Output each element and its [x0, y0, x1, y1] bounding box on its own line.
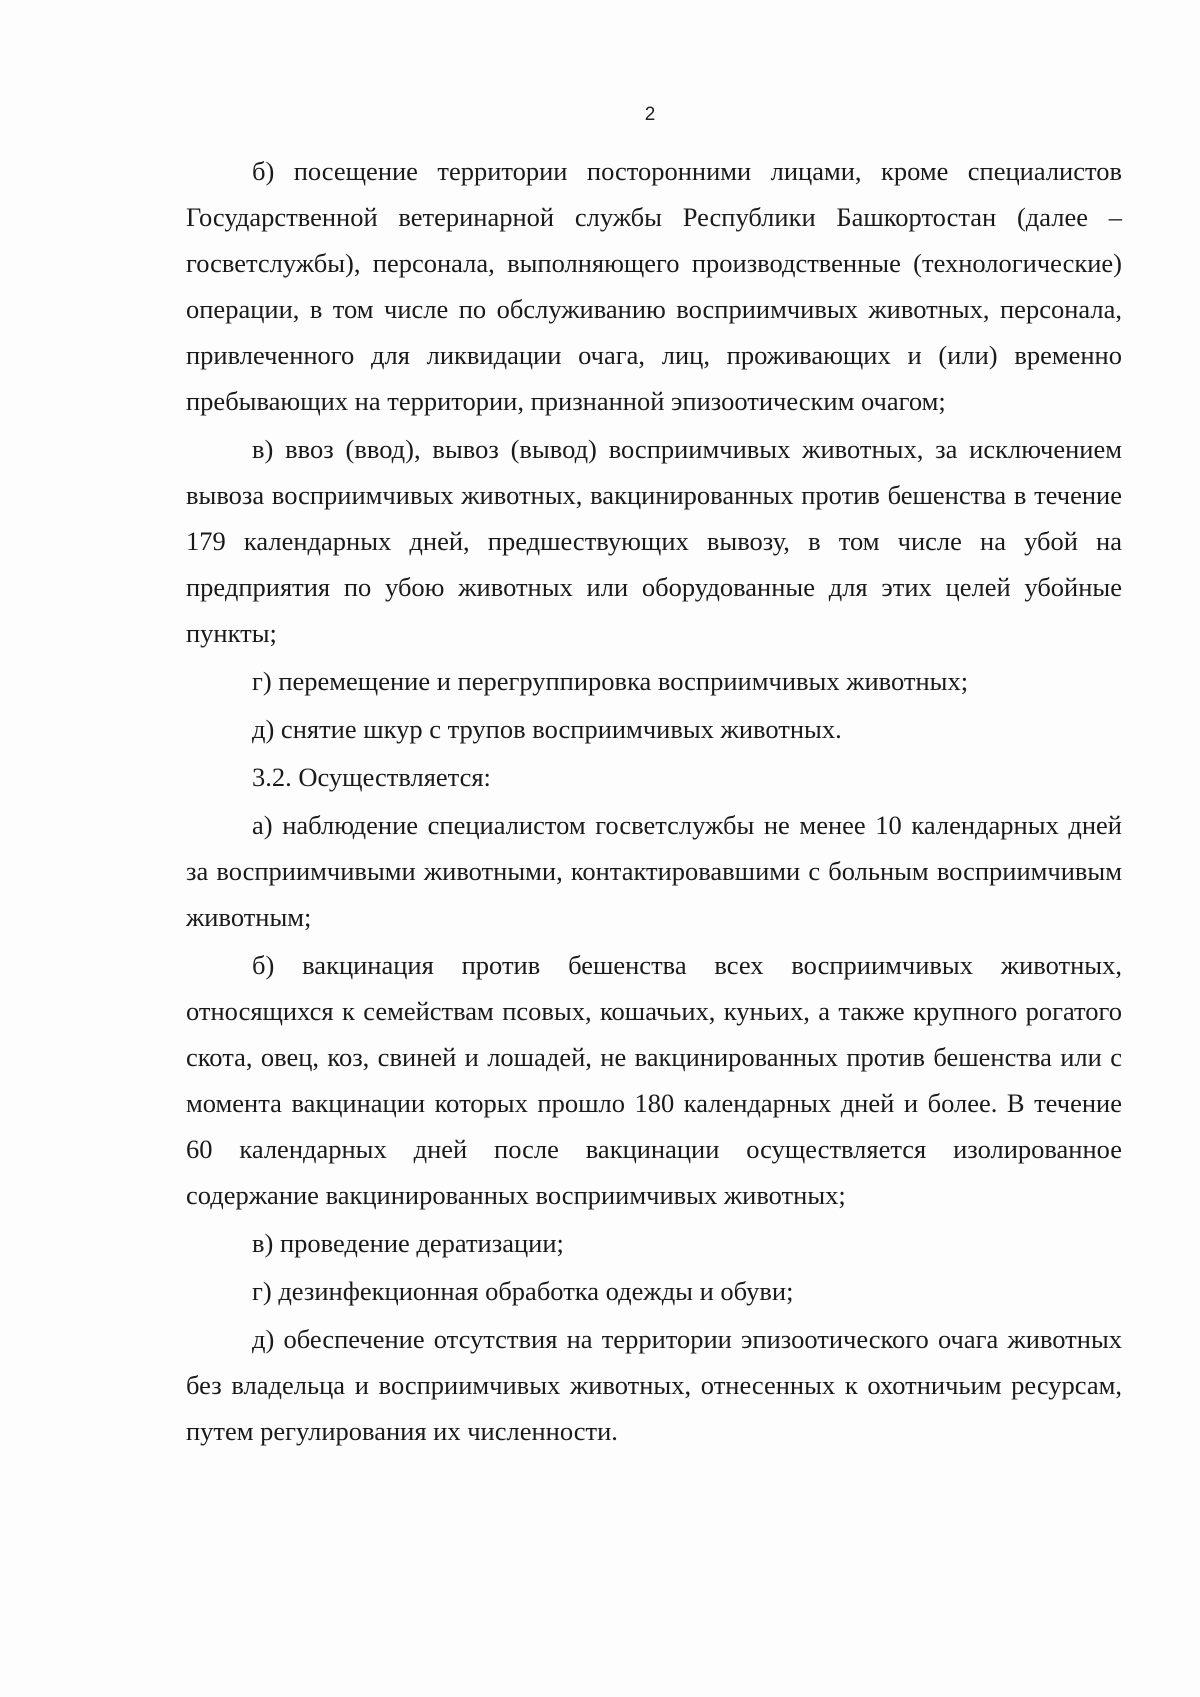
paragraph-d-stray-animals: д) обеспечение отсутствия на территории эпизоотического очага животных без владельца и восприимчивых животных, отнесенных к охотничьим ресурсам, путем регулирования их численности. — [186, 1324, 1122, 1446]
page-number: 2 — [644, 104, 656, 125]
paragraph-v-deratization: в) проведение дератизации; — [252, 1228, 564, 1258]
paragraph-g-relocation: г) перемещение и перегруппировка восприимчивых животных; — [252, 666, 969, 696]
paragraph-g-disinfection: г) дезинфекционная обработка одежды и обуви; — [252, 1276, 794, 1306]
paragraph-b-visit-restriction: б) посещение территории посторонними лицами, кроме специалистов Государственной ветеринарной службы Республики Башкортостан (далее – госветслужбы), персонала, выполняющего производственные (технологические) операции, в том числе по обслуживанию восприимчивых животных, персонала, привлеченного для ликвидации очага, лиц, проживающих и (или) временно пребывающих на территории, признанной эпизоотическим очагом; — [186, 156, 1122, 416]
paragraph-a-observation: а) наблюдение специалистом госветслужбы не менее 10 календарных дней за восприимчивыми животными, контактировавшими с больным восприимчивым животным; — [186, 810, 1122, 932]
section-heading-3-2: 3.2. Осуществляется: — [252, 762, 491, 792]
paragraph-v-import-export: в) ввоз (ввод), вывоз (вывод) восприимчивых животных, за исключением вывоза восприимчивых животных, вакцинированных против бешенства в течение 179 календарных дней, предшествующих вывозу, в том числе на убой на предприятия по убою животных или оборудованные для этих целей убойные пункты; — [186, 434, 1122, 648]
paragraph-b-vaccination: б) вакцинация против бешенства всех восприимчивых животных, относящихся к семействам псовых, кошачьих, куньих, а также крупного рогатого скота, овец, коз, свиней и лошадей, не вакцинированных против бешенства или с момента вакцинации которых прошло 180 календарных дней и более. В течение 60 календарных дней после вакцинации осуществляется изолированное содержание вакцинированных восприимчивых животных; — [186, 950, 1122, 1210]
document-body — [186, 148, 1122, 1456]
paragraph-d-skinning: д) снятие шкур с трупов восприимчивых животных. — [252, 714, 842, 744]
